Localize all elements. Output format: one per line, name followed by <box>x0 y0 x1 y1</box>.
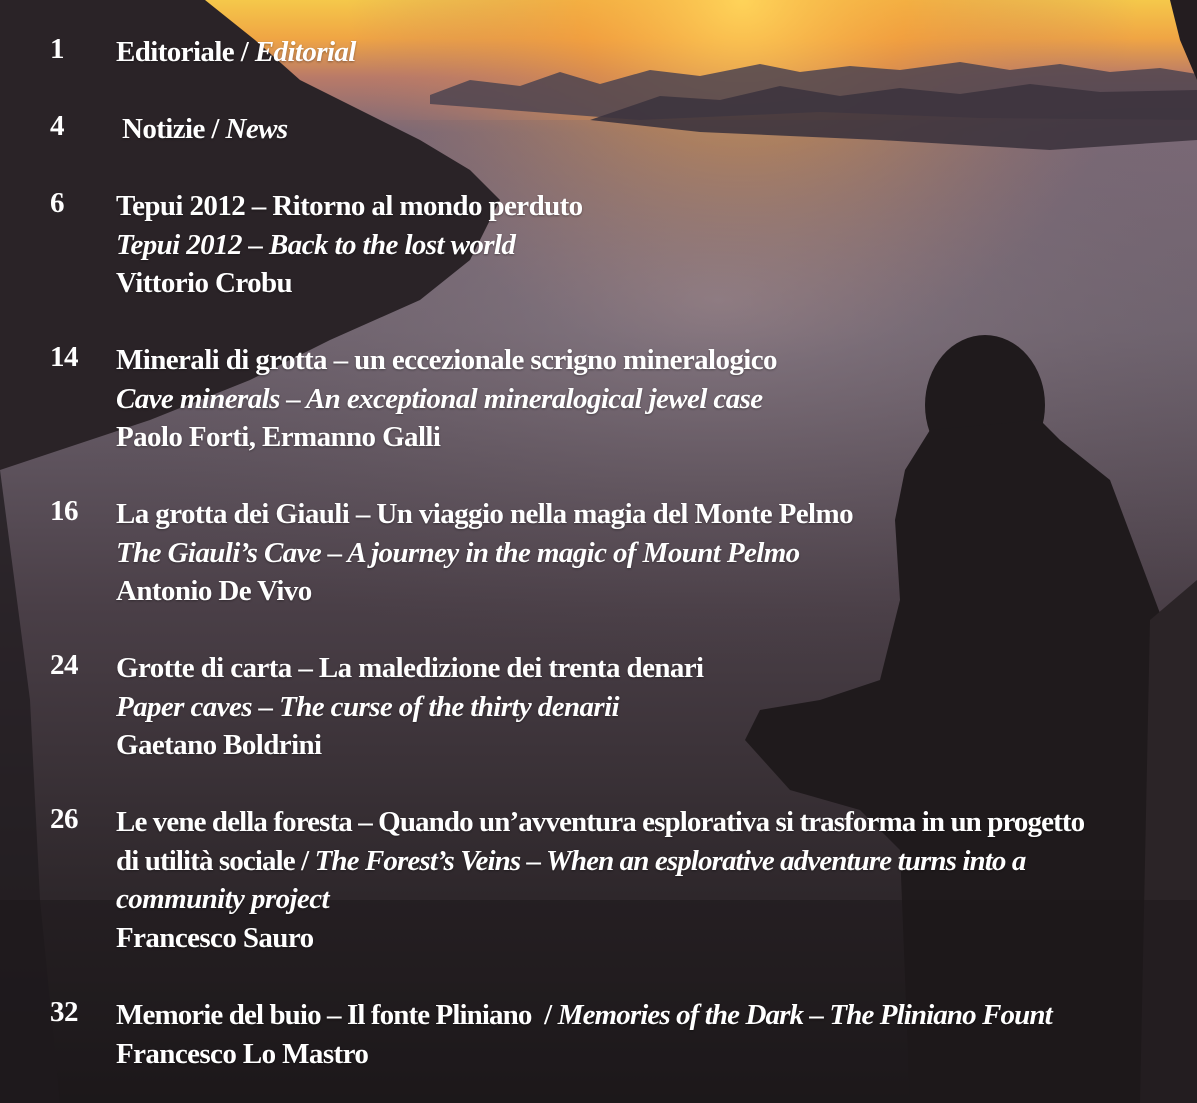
title-italian: Grotte di carta – La maledizione dei trenta denari <box>116 652 704 684</box>
title-italian: La grotta dei Giauli – Un viaggio nella magia del Monte Pelmo <box>116 498 853 530</box>
author: Francesco Lo Mastro <box>116 1037 369 1070</box>
entry-title <box>122 110 1162 149</box>
page-number: 4 <box>50 110 64 142</box>
title-english: Editorial <box>254 36 356 68</box>
page-number: 16 <box>50 495 78 527</box>
page-number: 32 <box>50 996 78 1028</box>
title-italian: Minerali di grotta – un eccezionale scrigno mineralogico <box>116 344 777 376</box>
title-separator: / <box>294 844 315 877</box>
title-english: News <box>225 113 288 145</box>
title-english: Memories of the Dark – The Pliniano Fount <box>557 999 1052 1031</box>
entry-title <box>116 996 1156 1035</box>
title-italian: Tepui 2012 – Ritorno al mondo perduto <box>116 190 583 222</box>
author: Francesco Sauro <box>116 921 314 954</box>
title-english: The Forest’s Veins – When an esplorative adventure turns into a <box>314 844 1026 877</box>
page-number: 1 <box>50 33 64 65</box>
title-italian: Le vene della foresta – Quando un’avventura esplorativa si trasforma in un progetto <box>116 806 1085 838</box>
title-english: Cave minerals – An exceptional mineralogical jewel case <box>116 382 763 415</box>
entry-title <box>116 33 1156 72</box>
entry-title-line <box>116 842 1156 881</box>
title-italian: Editoriale <box>116 36 235 68</box>
title-english: Paper caves – The curse of the thirty denarii <box>116 690 620 723</box>
author: Gaetano Boldrini <box>116 729 322 761</box>
title-italian: Notizie <box>122 113 205 145</box>
title-separator: / <box>531 999 558 1031</box>
title-english: community project <box>116 883 329 915</box>
page-number: 26 <box>50 803 78 835</box>
title-separator: / <box>234 36 255 68</box>
page-number: 14 <box>50 341 78 373</box>
title-english: The Giauli’s Cave – A journey in the magic of Mount Pelmo <box>116 536 800 569</box>
page-number: 24 <box>50 649 78 681</box>
page-number: 6 <box>50 187 64 219</box>
author: Antonio De Vivo <box>116 575 312 607</box>
author: Vittorio Crobu <box>116 267 293 299</box>
title-italian: di utilità sociale <box>116 844 295 877</box>
title-separator: / <box>204 113 226 145</box>
author: Paolo Forti, Ermanno Galli <box>116 421 441 453</box>
title-english: Tepui 2012 – Back to the lost world <box>116 228 516 261</box>
title-italian: Memorie del buio – Il fonte Pliniano <box>116 999 532 1031</box>
